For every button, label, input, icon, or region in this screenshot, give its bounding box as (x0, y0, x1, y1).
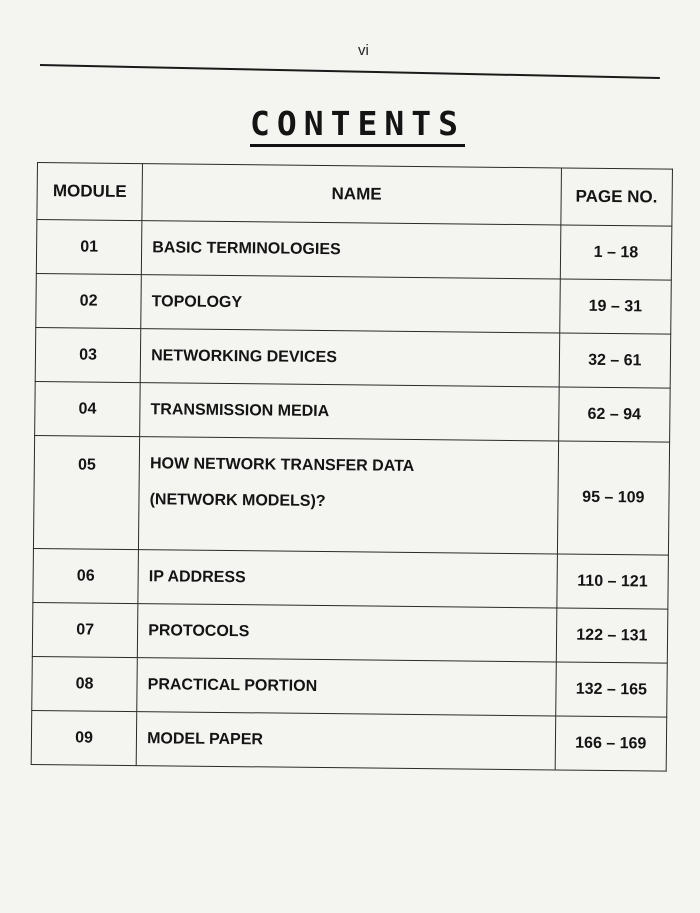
module-name (139, 437, 559, 554)
header-name: NAME (142, 164, 561, 225)
module-name-line: TRANSMISSION MEDIA (150, 400, 330, 420)
module-number: 07 (32, 602, 138, 657)
page-range: 122 – 131 (556, 608, 668, 663)
module-name (137, 604, 556, 662)
module-name-line: TOPOLOGY (151, 292, 243, 311)
module-name-line: PRACTICAL PORTION (147, 675, 318, 695)
page-range: 1 – 18 (560, 225, 672, 280)
module-name-line: PROTOCOLS (148, 621, 250, 640)
contents-table (31, 162, 673, 772)
module-name-line: (NETWORK MODELS)? (149, 491, 326, 511)
page-range: 19 – 31 (559, 279, 671, 334)
table-row (31, 710, 667, 771)
page-title: CONTENTS (250, 104, 465, 147)
module-name (136, 712, 555, 770)
module-number: 03 (35, 327, 141, 382)
module-name-line: IP ADDRESS (148, 567, 246, 586)
module-number: 02 (36, 273, 142, 328)
module-number: 09 (31, 710, 137, 765)
table-row (33, 548, 669, 609)
page-range: 132 – 165 (555, 662, 667, 717)
module-name (141, 221, 560, 279)
table-header-row (37, 163, 673, 227)
header-module: MODULE (37, 163, 143, 221)
module-name-line: NETWORKING DEVICES (151, 346, 338, 366)
table-row (32, 656, 668, 717)
page-range: 62 – 94 (558, 387, 670, 442)
module-number: 04 (35, 381, 141, 436)
module-name (140, 383, 559, 441)
table-row (35, 381, 671, 442)
module-name-line: BASIC TERMINOLOGIES (152, 238, 341, 258)
module-name (140, 329, 559, 387)
table-row (32, 602, 668, 663)
module-name (137, 658, 556, 716)
module-number: 05 (33, 435, 139, 549)
table-row (35, 327, 671, 388)
header-page-no: PAGE NO. (561, 168, 673, 226)
page-range: 166 – 169 (555, 716, 667, 771)
table-row (33, 435, 669, 555)
page-range: 110 – 121 (557, 554, 669, 609)
page-number: vi (358, 42, 369, 59)
module-number: 01 (36, 220, 142, 275)
module-name (141, 275, 560, 333)
module-name (138, 550, 557, 608)
page-range: 95 – 109 (557, 441, 669, 555)
table-row (36, 220, 672, 281)
module-name-line: MODEL PAPER (147, 729, 264, 748)
header-rule (40, 64, 660, 79)
module-number: 08 (32, 656, 138, 711)
table-row (36, 273, 672, 334)
page-range: 32 – 61 (559, 333, 671, 388)
module-number: 06 (33, 548, 139, 603)
module-name-line: HOW NETWORK TRANSFER DATA (149, 455, 415, 475)
